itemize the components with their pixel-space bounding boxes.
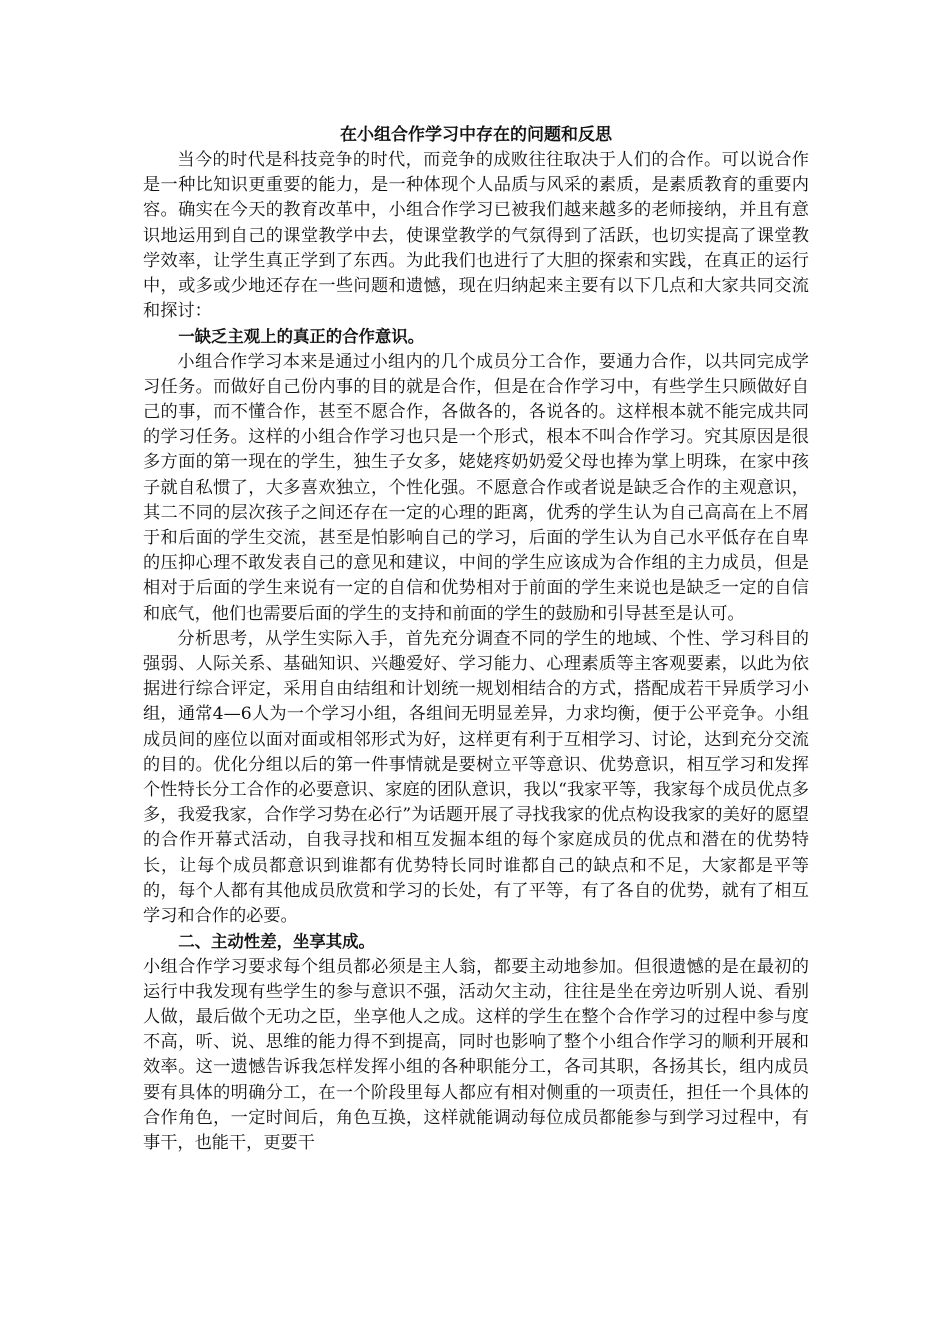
section-1-paragraph-2: 分析思考，从学生实际入手，首先充分调查不同的学生的地域、个性、学习科目的强弱、人际关系、基础知识、兴趣爱好、学习能力、心理素质等主客观要素，以此为依据进行综合评定，采用自由结组和计划统一规划相结合的方式，搭配成若干异质学习小组，通常4—6人为一个学习小组，各组间无明显差异，力求均衡，便于公平竞争。小组成员间的座位以面对面或相邻形式为好，这样更有利于互相学习、讨论，达到充分交流的目的。优化分组以后的第一件事情就是要树立平等意识、优势意识，相互学习和发挥个性特长分工合作的必要意识、家庭的团队意识，我以“我家平等，我家每个成员优点多多，我爱我家，合作学习势在必行”为话题开展了寻找我家的优点构设我家的美好的愿望的合作开幕式活动，自我寻找和相互发掘本组的每个家庭成员的优点和潜在的优势特长，让每个成员都意识到谁都有优势特长同时谁都自己的缺点和不足，大家都是平等的，每个人都有其他成员欣赏和学习的长处，有了平等，有了各自的优势，就有了相互学习和合作的必要。 [143, 628, 809, 927]
document-page [143, 122, 809, 1156]
section-2-paragraph-1: 小组合作学习要求每个组员都必须是主人翁，都要主动地参加。但很遗憾的是在最初的运行中我发现有些学生的参与意识不强，活动欠主动，往往是坐在旁边听别人说、看别人做，最后做个无功之臣，坐享他人之成。这样的学生在整个合作学习的过程中参与度不高，听、说、思维的能力得不到提高，同时也影响了整个小组合作学习的顺利开展和效率。这一遗憾告诉我怎样发挥小组的各种职能分工，各司其职，各扬其长，组内成员要有具体的明确分工，在一个阶段里每人都应有相对侧重的一项责任，担任一个具体的合作角色，一定时间后，角色互换，这样就能调动每位成员都能参与到学习过程中，有事干，也能干，更要干 [143, 956, 809, 1153]
section-1-heading: 一缺乏主观上的真正的合作意识。 [178, 327, 425, 347]
section-1-paragraph-1: 小组合作学习本来是通过小组内的几个成员分工合作，要通力合作，以共同完成学习任务。而做好自己份内事的目的就是合作，但是在合作学习中，有些学生只顾做好自己的事，而不懂合作，甚至不愿合作，各做各的，各说各的。这样根本就不能完成共同的学习任务。这样的小组合作学习也只是一个形式，根本不叫合作学习。究其原因是很多方面的第一现在的学生，独生子女多，姥姥疼奶奶爱父母也捧为掌上明珠，在家中孩子就自私惯了，大多喜欢独立，个性化强。不愿意合作或者说是缺乏合作的主观意识，其二不同的层次孩子之间还存在一定的心理的距离，优秀的学生认为自己高高在上不屑于和后面的学生交流，甚至是怕影响自己的学习，后面的学生认为自己水平低存在自卑的压抑心理不敢发表自己的意见和建议，中间的学生应该成为合作组的主力成员，但是相对于后面的学生来说有一定的自信和优势相对于前面的学生来说也是缺乏一定的自信和底气，他们也需要后面的学生的支持和前面的学生的鼓励和引导甚至是认可。 [143, 351, 809, 624]
intro-paragraph: 当今的时代是科技竞争的时代，而竞争的成败往往取决于人们的合作。可以说合作是一种比知识更重要的能力，是一种体现个人品质与风采的素质，是素质教育的重要内容。确实在今天的教育改革中，小组合作学习已被我们越来越多的老师接纳，并且有意识地运用到自己的课堂教学中去，使课堂教学的气氛得到了活跃，也切实提高了课堂教学效率，让学生真正学到了东西。为此我们也进行了大胆的探索和实践，在真正的运行中，或多或少地还存在一些问题和遗憾，现在归纳起来主要有以下几点和大家共同交流和探讨： [143, 150, 809, 322]
document-title: 在小组合作学习中存在的问题和反思 [340, 125, 612, 145]
section-2-heading: 二、主动性差，坐享其成。 [178, 932, 375, 952]
